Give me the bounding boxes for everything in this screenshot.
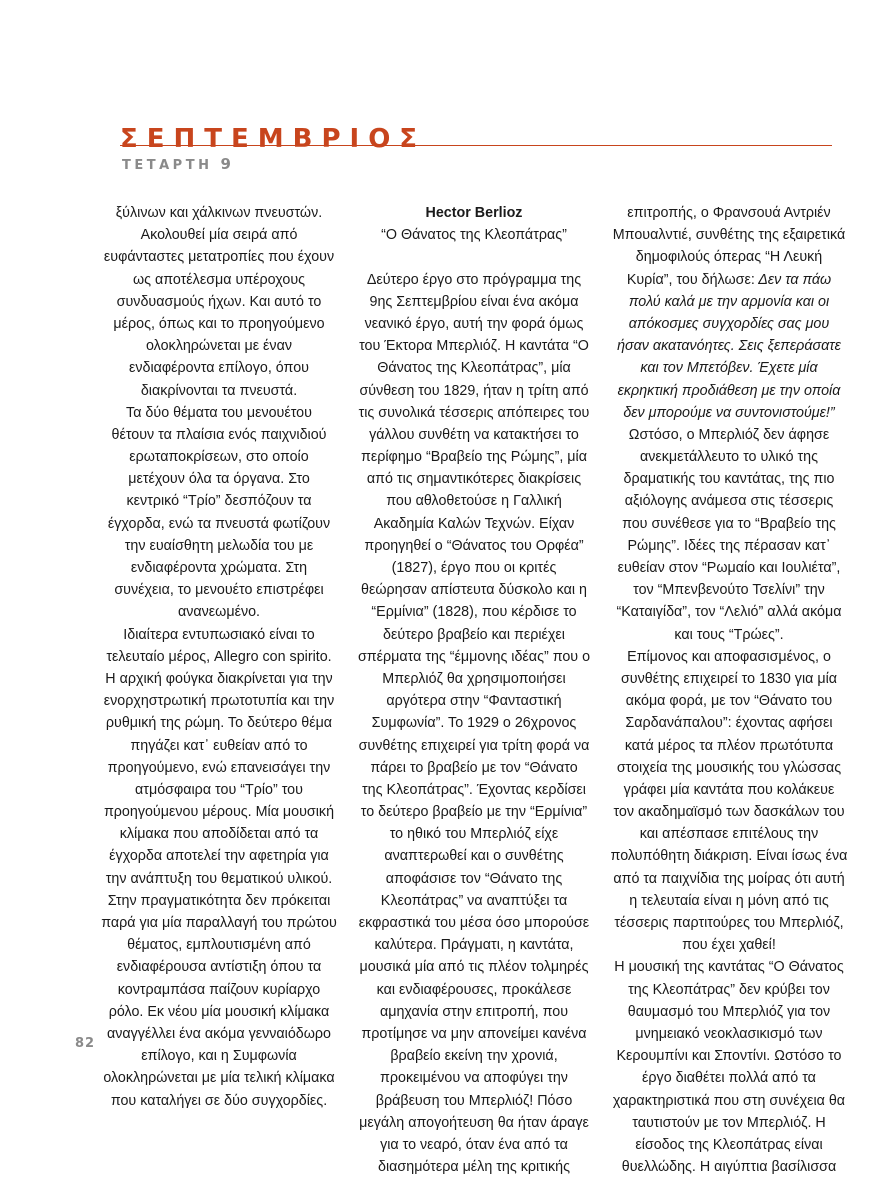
text-line: από τα παιχνίδια της μοίρας ότι αυτή (613, 870, 845, 887)
text-column-middle (346, 202, 602, 1178)
text-line: γάλλου συνθέτη να κατακτήσει το (369, 426, 579, 443)
right-body-intro (602, 202, 856, 269)
text-line: ατμόσφαιρα του “Τρίο” του (135, 781, 303, 798)
text-line: μνημειακό νεοκλασικισμό των (635, 1025, 823, 1042)
text-line: προκειμένου να αποφύγει την (380, 1070, 568, 1087)
text-line: θυελλώδης. Η αιγύπτια βασίλισσα (621, 1159, 837, 1176)
text-line: Σαρδανάπαλου”: έχοντας αφήσει (625, 715, 833, 732)
text-line: σπέρματα της “έμμονης ιδέας” που ο (357, 648, 591, 665)
text-line: χαρακτηριστικά που στη συνέχεια θα (612, 1092, 846, 1109)
composer-heading: Hector Berlioz (425, 205, 523, 221)
text-line: και απέσπασε επιτέλους την (639, 826, 819, 843)
text-line: θέτουν τα πλαίσια ενός παιχνιδιού (111, 426, 327, 443)
text-line: ρόλο. Εκ νέου μία μουσική κλίμακα (108, 1003, 330, 1020)
text-line: είσοδος της Κλεοπάτρας είναι (635, 1136, 823, 1153)
text-line: τον “Μπενβενούτο Τσελίνι” την (633, 582, 825, 599)
page-number: 82 (75, 1036, 96, 1051)
boieldieu-quote (602, 291, 856, 424)
text-line: ερωταποκρίσεων, στο οποίο (129, 449, 309, 466)
text-line: ολοκληρώνεται με μία τελική κλίμακα (103, 1070, 335, 1087)
text-line: ενδιαφέροντα επίλογο, όπου (128, 360, 309, 377)
text-line: πολυπόθητη διάκριση. Είναι ίσως ένα (610, 848, 848, 865)
paragraph-gap (346, 246, 602, 268)
text-line: κεντρικό “Τρίο” δεσπόζουν τα (126, 493, 312, 510)
text-line: ως αποτέλεσμα υπέροχους (132, 271, 306, 288)
text-line: αναπτερωθεί και ο συνθέτης (384, 848, 564, 865)
text-line: ευφάνταστες μετατροπίες που έχουν (103, 249, 335, 266)
text-line: ανανεωμένο. (177, 604, 261, 621)
text-line: κατά μέρος τα πλέον πρωτότυπα (624, 737, 834, 754)
text-line: ακόμα φορά, με τον “Θάνατο του (625, 693, 833, 710)
text-line: παρά για μία παραλλαγή του πρώτου (101, 915, 337, 931)
header-rule (120, 145, 832, 146)
text-line: Ακολουθεί μία σειρά από (140, 227, 298, 244)
day-name: ΤΕΤΑΡΤΗ (122, 158, 213, 173)
text-line: ρυθμική της ρώμη. Το δεύτερο θέμα (105, 715, 333, 732)
text-line: ολοκληρώνεται με έναν (145, 338, 292, 355)
text-line: κοντραμπάσα παίζουν κυρίαρχο (117, 981, 321, 998)
text-line: για το νεαρό, όταν ένα από τα (380, 1136, 568, 1153)
text-line: από τις σημαντικότερες διακρίσεις (366, 471, 582, 488)
text-line: και τον Μπετόβεν. Έχετε μία (640, 360, 818, 377)
text-line: καλύτερα. Πράγματι, η καντάτα, (374, 937, 574, 954)
text-line: στοιχεία της μουσικής του γλώσσας (616, 759, 842, 776)
text-line: μέρος, όπως και το προηγούμενο (113, 315, 325, 332)
text-line: το δεύτερο βραβείο με την “Ερμίνια” (360, 804, 588, 821)
text-line: δεύτερο βραβείο και περιέχει (383, 626, 565, 643)
text-line: ενδιαφέρουσα αντίστιξη όπου τα (116, 959, 322, 976)
text-line: απόκοσμες συγχορδίες σας μου (628, 315, 830, 332)
text-column-left (94, 202, 344, 1112)
text-line: που έχει χαθεί! (682, 937, 776, 954)
text-line: δεν μπορούμε να συντονιστούμε!” (623, 404, 835, 421)
text-line: πηγάζει κατ᾽ ευθείαν από το (130, 737, 308, 754)
text-line: μουσικά μία από τις πλέον τολμηρές (359, 959, 589, 976)
text-line: Συμφωνία”. Το 1929 ο 26χρονος (371, 715, 577, 732)
text-line: έργο διαθέτει πολλά από τα (642, 1070, 816, 1087)
text-line: “Καταιγίδα”, τον “Λελιό” αλλά ακόμα (616, 604, 842, 621)
text-line: της Κλεοπάτρας” δεν κρύβει τον (628, 981, 830, 998)
text-line: Θάνατος της Κλεοπάτρας”, μία (377, 360, 571, 377)
text-line: την ευαίσθητη μελωδία του με (124, 537, 314, 554)
text-line: σύνθεση του 1829, ήταν η τρίτη από (359, 382, 589, 399)
text-line: ξύλινων και χάλκινων πνευστών. (115, 205, 323, 221)
text-line: συνδυασμούς ήχων. Και αυτό το (116, 293, 322, 310)
text-line: Η μουσική της καντάτας “Ο Θάνατος (614, 959, 844, 976)
text-line: θέματος, εμπλουτισμένη από (127, 937, 311, 954)
text-line: που αθλοθετούσε η Γαλλική (386, 493, 562, 510)
text-line: Δεύτερο έργο στο πρόγραμμα της (366, 271, 582, 288)
text-line: ανεκμετάλλευτο το υλικό της (639, 449, 818, 466)
text-line: βραβείο εκείνη την χρονιά, (390, 1048, 558, 1065)
work-title: “Ο Θάνατος της Κλεοπάτρας” (381, 227, 567, 244)
text-line: συνθέτης επιχειρεί το 1830 για μία (620, 670, 838, 687)
text-line: περίφημο “Βραβείο της Ρώμης”, μία (361, 449, 587, 466)
text-line: αξιόλογης ανάμεσα στις τέσσερις (624, 493, 834, 510)
text-line: επίλογο, και η Συμφωνία (141, 1048, 297, 1065)
text-line: δημοφιλούς όπερας “Η Λευκή (635, 249, 823, 266)
text-line: Τα δύο θέματα του μενουέτου (126, 404, 312, 421)
text-line: Μπουαλντιέ, συνθέτης της εξαιρετικά (612, 227, 846, 244)
text-line: και ενδιαφέρουσες, προκάλεσε (376, 981, 572, 998)
text-line: Κλεοπάτρας” να αναπτύξει τα (380, 892, 568, 909)
text-line: θεώρησαν απίστευτα δύσκολο και η (361, 582, 587, 599)
text-line: μεγάλη απογοήτευση θα ήταν άραγε (359, 1114, 589, 1131)
text-line: αργότερα στην “Φανταστική (386, 693, 562, 710)
text-line: εκρηκτική προδιάθεση με την οποία (617, 382, 841, 399)
text-line: ενδιαφέροντα χρώματα. Στη (130, 560, 308, 576)
text-line: Ιδιαίτερα εντυπωσιακό είναι το (123, 626, 315, 643)
text-line: η τελευταία είναι η μόνη από τις (629, 892, 829, 909)
text-column-right (602, 202, 856, 1178)
text-line: 9ης Σεπτεμβρίου είναι ένα ακόμα (369, 293, 579, 310)
text-line: προτίμησε να μην απονείμει κανένα (361, 1025, 587, 1042)
text-line: προηγηθεί ο “Θάνατος του Ορφέα” (364, 537, 584, 554)
text-line: τον ακαδημαϊσμό των δασκάλων του (613, 804, 845, 821)
text-line: αναγγέλλει ένα ακόμα γενναιόδωρο (106, 1025, 331, 1042)
text-line: την ανάπτυξη του θεματικού υλικού. (105, 870, 333, 887)
text-line: μετέχουν όλα τα όργανα. Στο (128, 471, 310, 488)
text-line: Η αρχική φούγκα διακρίνεται για την (105, 670, 333, 687)
text-line: ήσαν ακατανόητες. Σεις ξεπεράσατε (617, 338, 841, 355)
text-line: Ακαδημία Καλών Τεχνών. Είχαν (373, 515, 575, 532)
day-number: 9 (220, 155, 232, 173)
text-line: αποφάσισε τον “Θάνατο της (385, 870, 563, 887)
month-title: ΣΕΠΤΕΜΒΡΙΟΣ (120, 124, 427, 154)
text-line: έγχορδα αποτελεί την αφετηρία για (109, 848, 329, 865)
text-line: που συνέθεσε για το “Βραβείο της (622, 515, 836, 532)
text-line: και τους “Τρώες”. (674, 626, 784, 643)
text-line: γράφει μία καντάτα που κολάκευε (623, 781, 835, 798)
day-heading (122, 155, 232, 175)
text-line: ευθείαν στον “Ρωμαίο και Ιουλιέτα”, (617, 560, 841, 576)
text-line: νεανικό έργο, αυτή την φορά όμως (364, 315, 584, 332)
text-line: αμηχανία στην επιτροπή, που (379, 1003, 569, 1020)
text-line: του Έκτορα Μπερλιόζ. Η καντάτα “Ο (359, 338, 589, 355)
text-line: Κερουμπίνι και Σποντίνι. Ωστόσο το (616, 1048, 842, 1065)
text-line: διακρίνονται τα πνευστά. (140, 382, 298, 399)
text-line: προηγούμενο, ενώ επανεισάγει την (107, 759, 331, 776)
middle-body (346, 269, 602, 1179)
text-line: εκφραστικά του μέσα όσο μπορούσε (358, 915, 590, 931)
text-line: συνέχεια, το μενουέτο επιστρέφει (114, 582, 324, 599)
text-line: Μπερλιόζ θα χρησιμοποιήσει (382, 670, 566, 687)
text-line: της Κλεοπάτρας”. Έχοντας κερδίσει (361, 781, 586, 798)
text-line: ταυτιστούν με τον Μπερλιόζ. Η (632, 1114, 826, 1131)
right-body-main (602, 424, 856, 1178)
text-line: Επίμονος και αποφασισμένος, ο (627, 648, 831, 665)
text-line: κλίμακα που αποδίδεται από τα (119, 826, 319, 843)
text-line: διασημότερα μέλη της κριτικής (378, 1159, 570, 1176)
text-line: βράβευση του Μπερλιόζ! Πόσο (375, 1092, 573, 1109)
text-line: τέσσερις παρτιτούρες του Μπερλιόζ, (614, 915, 844, 931)
text-line: προηγούμενου μέρους. Μία μουσική (103, 804, 335, 821)
text-line: Ωστόσο, ο Μπερλιόζ δεν άφησε (628, 426, 830, 443)
text-line: τελευταίο μέρος, Allegro con spirito. (106, 648, 332, 665)
text-line: έγχορδα, ενώ τα πνευστά φωτίζουν (107, 515, 331, 532)
text-line: (1827), έργο που οι κριτές (391, 560, 557, 576)
text-line: Ρώμης”. Ιδέες της πέρασαν κατ᾽ (627, 537, 831, 554)
text-line: πολύ καλά με την αρμονία και οι (628, 293, 830, 310)
quote-start: Δεν τα πάω (754, 271, 832, 288)
text-line: επιτροπής, ο Φρανσουά Αντριέν (627, 205, 831, 221)
text-line: “Ερμίνια” (1828), που κέρδισε το (371, 604, 577, 621)
text-line: το ηθικό του Μπερλιόζ είχε (389, 826, 559, 843)
text-line: συνθέτης επιχειρεί για τρίτη φορά να (358, 737, 590, 754)
text-line (602, 269, 856, 291)
text-line: που καταλήγει σε δύο συγχορδίες. (110, 1092, 328, 1109)
text-line: θαυμασμό του Μπερλιόζ για τον (627, 1003, 831, 1020)
text-line: δραματικής του καντάτας, της πιο (623, 471, 835, 488)
text-line: Στην πραγματικότητα δεν πρόκειται (107, 892, 331, 909)
text-line: ενορχηστρωτική πρωτοτυπία και την (103, 693, 335, 710)
text-line: τις συνολικά τέσσερις απόπειρες του (358, 404, 590, 421)
quote-lead: Κυρία”, του δήλωσε: (626, 271, 755, 288)
text-line: πάρει το βραβείο με τον “Θάνατο (370, 759, 578, 776)
